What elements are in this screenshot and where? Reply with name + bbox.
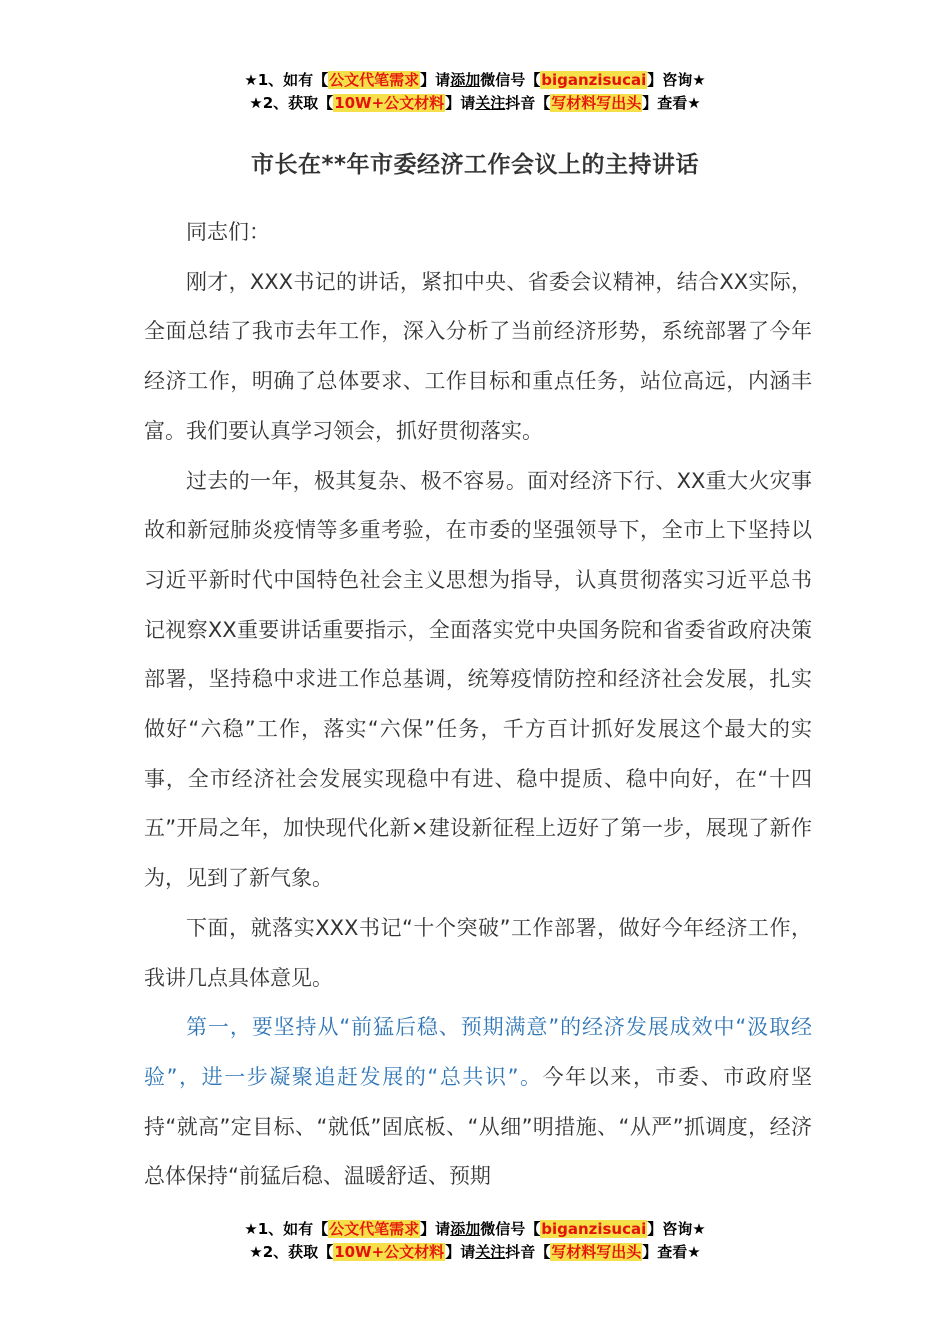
promo-text: ★1、如有【	[244, 1220, 329, 1238]
promo-text: 抖音【	[505, 1243, 551, 1261]
document-body	[144, 208, 812, 1202]
point-text: 今年以来，市委、市政府坚持“就高”定目标、“就低”固底板、“从细”明措施、“从严”抓调度，经济总体保持“前猛后稳、温暖舒适、预期	[144, 1064, 813, 1189]
promo-highlight: 10W+公文材料	[334, 94, 445, 112]
promo-underlined: 关注	[475, 94, 506, 112]
promo-highlight: 10W+公文材料	[334, 1243, 445, 1261]
promo-text: 】请	[420, 1220, 451, 1238]
promo-text: 】请	[420, 71, 451, 89]
paragraph-point-1	[144, 1003, 812, 1202]
promo-text: ★2、获取【	[249, 1243, 334, 1261]
paragraph: 过去的一年，极其复杂、极不容易。面对经济下行、XX重大火灾事故和新冠肺炎疫情等多重考验，在市委的坚强领导下，全市上下坚持以习近平新时代中国特色社会主义思想为指导，认真贯彻落实习近平总书记视察XX重要讲话重要指示，全面落实党中央国务院和省委省政府决策部署，坚持稳中求进工作总基调，统筹疫情防控和经济社会发展，扎实做好“六稳”工作，落实“六保”任务，千方百计抓好发展这个最大的实事，全市经济社会发展实现稳中有进、稳中提质、稳中向好，在“十四五”开局之年，加快现代化新×建设新征程上迈好了第一步，展现了新作为，见到了新气象。	[144, 468, 812, 891]
promo-banner-bottom	[0, 1218, 950, 1264]
promo-text: 】查看★	[642, 94, 701, 112]
document-title: 市长在**年市委经济工作会议上的主持讲话	[250, 152, 700, 178]
promo-text: 】咨询★	[647, 71, 706, 89]
promo-text: 】查看★	[642, 1243, 701, 1261]
promo-banner-top	[0, 69, 950, 115]
promo-line-1	[0, 69, 950, 92]
promo-text: 微信号【	[480, 71, 541, 89]
promo-highlight: 公文代笔需求	[329, 71, 420, 89]
promo-highlight: 写材料写出头	[551, 1243, 642, 1261]
promo-highlight: 公文代笔需求	[329, 1220, 420, 1238]
promo-text: 抖音【	[505, 94, 551, 112]
promo-highlight: biganzisucai	[541, 71, 647, 89]
promo-line-2	[0, 92, 950, 115]
promo-text: 微信号【	[480, 1220, 541, 1238]
paragraph: 下面，就落实XXX书记“十个突破”工作部署，做好今年经济工作，我讲几点具体意见。	[144, 915, 812, 990]
promo-line-2	[0, 1241, 950, 1264]
promo-highlight: 写材料写出头	[551, 94, 642, 112]
promo-underlined: 关注	[475, 1243, 506, 1261]
point-heading: 第一，要坚持从“前猛后稳、预期满意”的经济发展成效中“汲取经验”，进一步凝聚追赶发展的“总共识”。	[144, 1015, 812, 1089]
promo-text: ★2、获取【	[249, 94, 334, 112]
promo-underlined: 添加	[450, 1220, 481, 1238]
promo-text: 】请	[445, 94, 476, 112]
promo-highlight: biganzisucai	[541, 1220, 647, 1238]
promo-text: ★1、如有【	[244, 71, 329, 89]
promo-text: 】咨询★	[647, 1220, 706, 1238]
promo-text: 】请	[445, 1243, 476, 1261]
salutation: 同志们：	[186, 220, 270, 244]
paragraph: 刚才，XXX书记的讲话，紧扣中央、省委会议精神，结合XX实际，全面总结了我市去年工作，深入分析了当前经济形势，系统部署了今年经济工作，明确了总体要求、工作目标和重点任务，站位高远，内涵丰富。我们要认真学习领会，抓好贯彻落实。	[144, 269, 812, 443]
promo-line-1	[0, 1218, 950, 1241]
promo-underlined: 添加	[450, 71, 481, 89]
